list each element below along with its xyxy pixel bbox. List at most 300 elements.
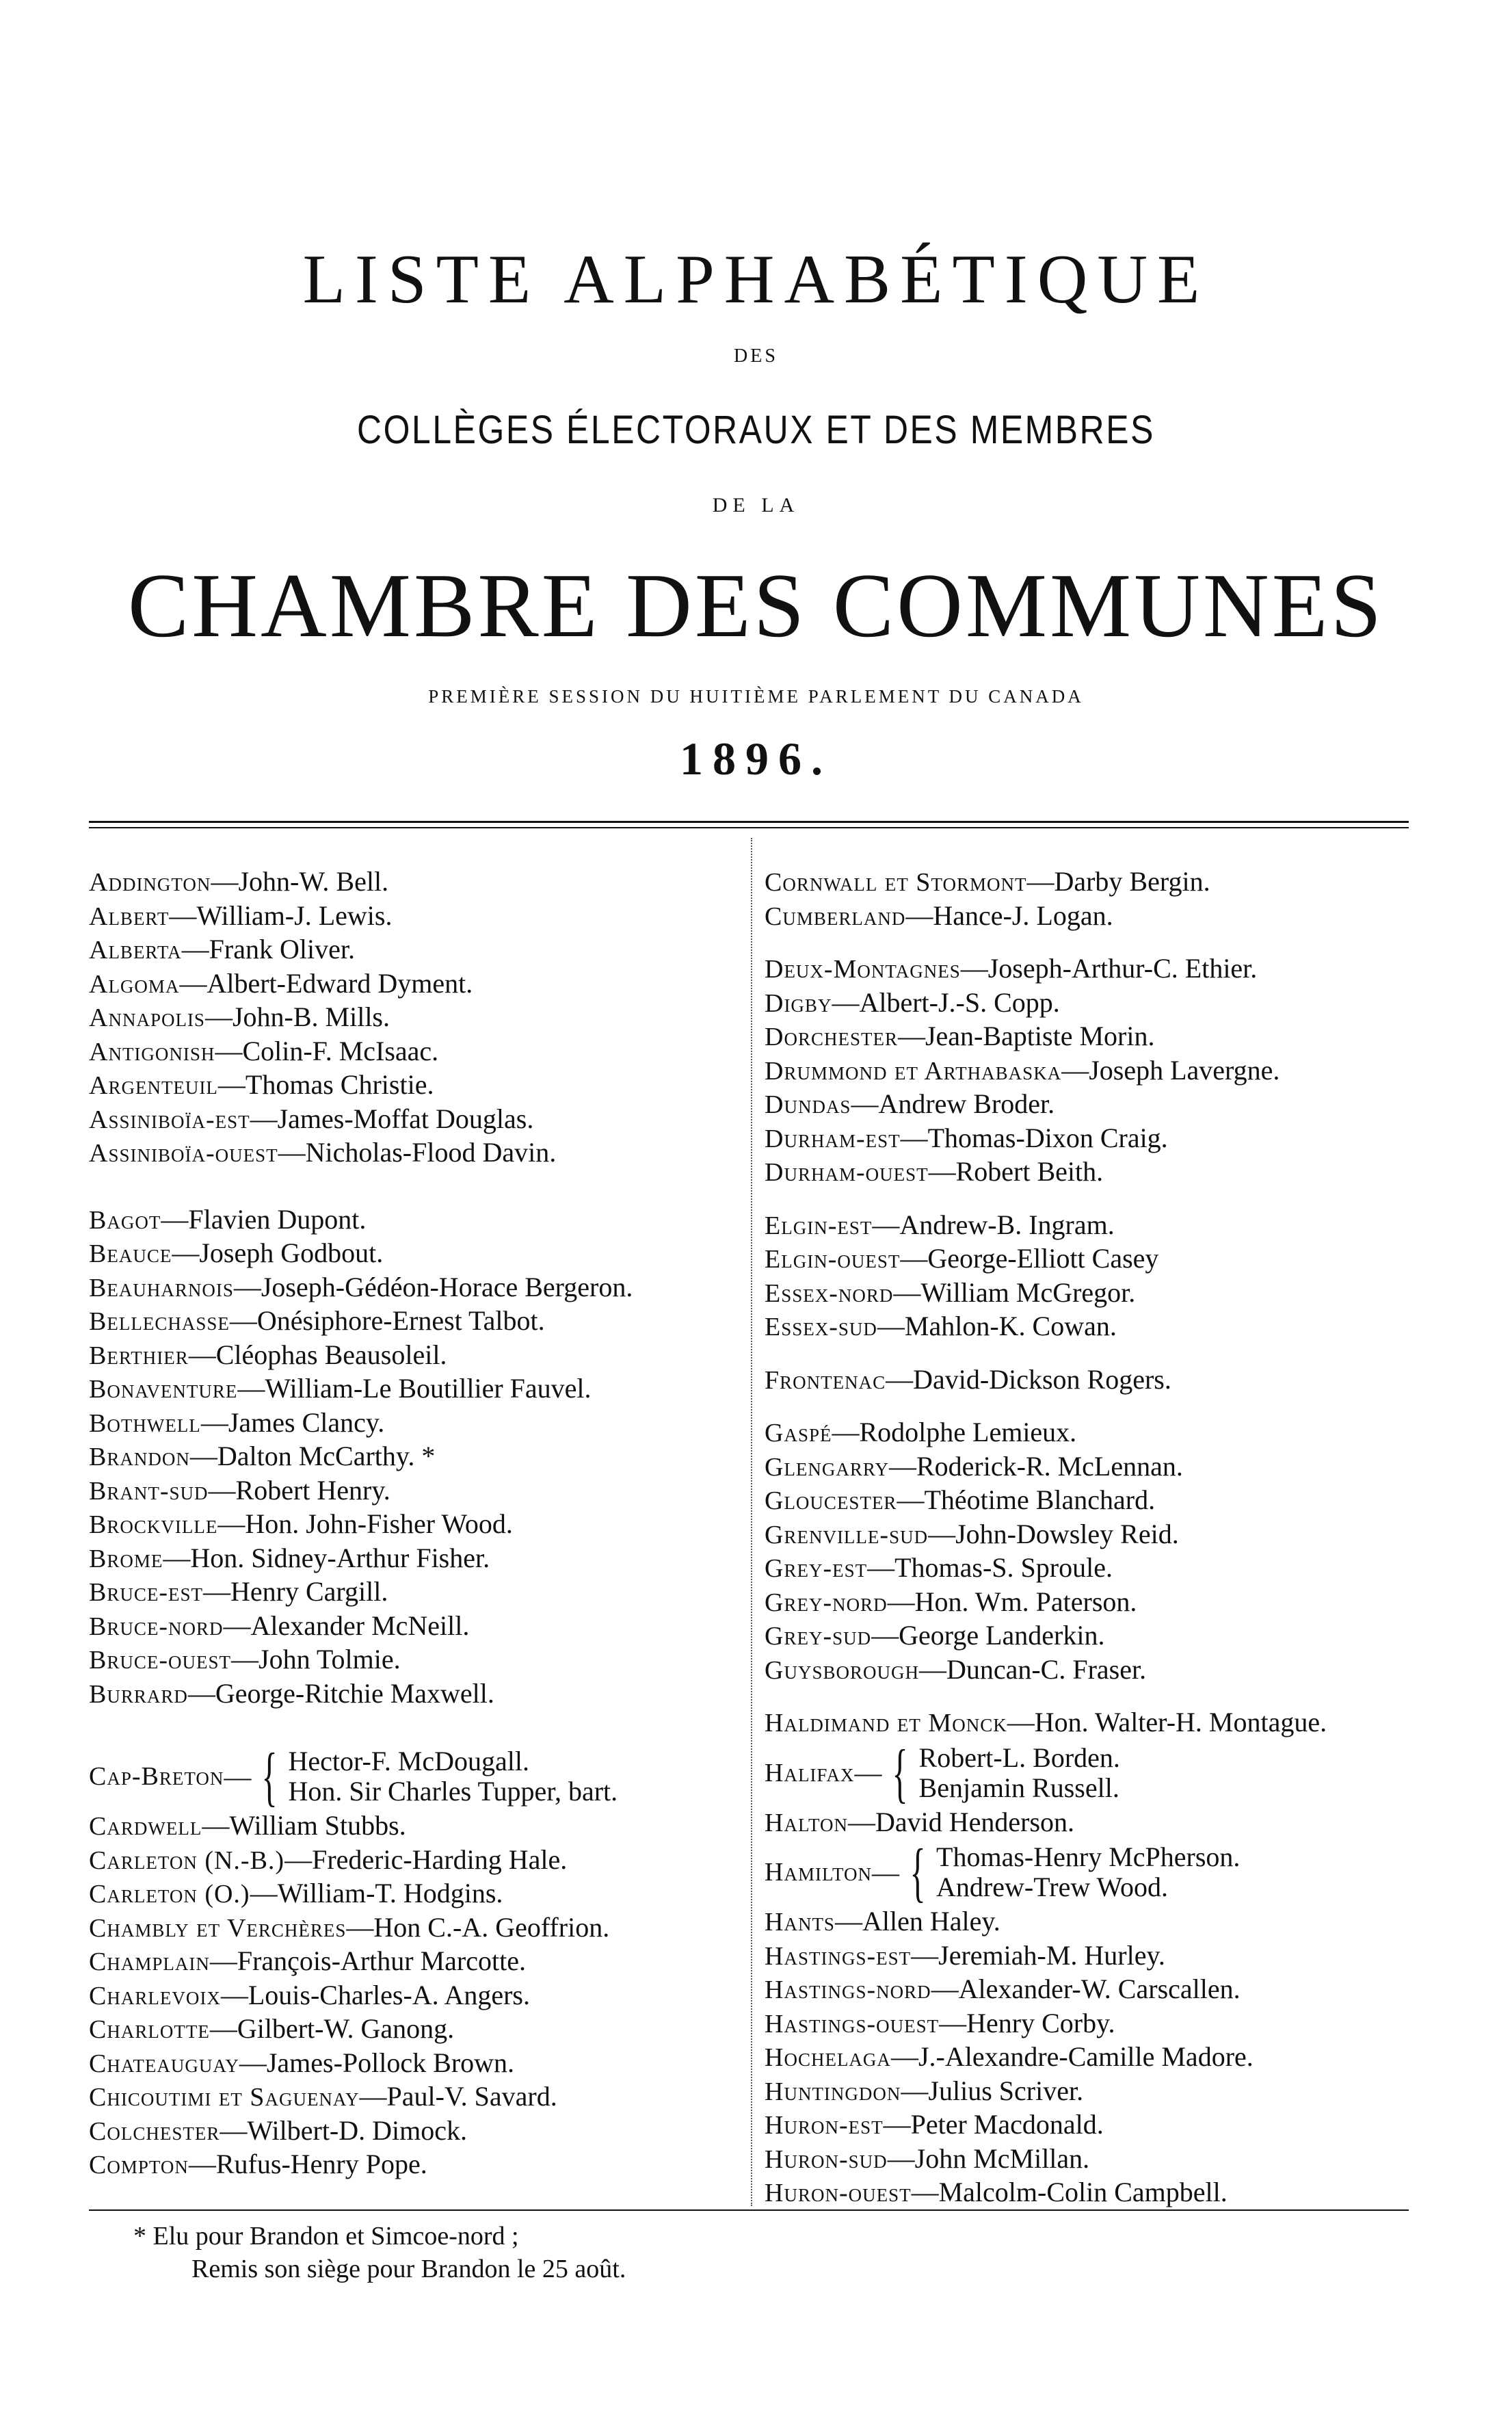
entry-separator: — bbox=[208, 1474, 236, 1506]
riding-name: Essex-nord bbox=[765, 1278, 894, 1308]
title-colleges-electoraux: COLLÈGES ÉLECTORAUX ET DES MEMBRES bbox=[357, 408, 1155, 452]
list-entry bbox=[89, 1575, 739, 1610]
riding-name: Champlain bbox=[89, 1947, 210, 1976]
entry-separator: — bbox=[1026, 866, 1055, 897]
member-name: J.-Alexandre-Camille Madore. bbox=[918, 2041, 1254, 2072]
member-name: John-W. Bell. bbox=[238, 866, 389, 897]
group-spacer bbox=[765, 1687, 1421, 1706]
entry-separator: — bbox=[346, 1911, 374, 1943]
list-entry bbox=[765, 1806, 1421, 1840]
member-name: Hon C.-A. Geoffrion. bbox=[373, 1911, 610, 1943]
list-entry bbox=[765, 1450, 1421, 1484]
list-entry bbox=[89, 1440, 739, 1474]
riding-name: Hastings-est bbox=[765, 1941, 912, 1971]
entry-separator: — bbox=[883, 2109, 911, 2140]
riding-name: Huron-sud bbox=[765, 2144, 888, 2174]
riding-name: Addington bbox=[89, 868, 211, 897]
entry-separator: — bbox=[223, 1610, 251, 1641]
member-name: Frederic-Harding Hale. bbox=[312, 1844, 568, 1875]
member-name: Joseph-Gédéon-Horace Bergeron. bbox=[261, 1271, 633, 1302]
list-entry bbox=[89, 1677, 739, 1711]
entry-separator: — bbox=[204, 1001, 233, 1032]
entry-separator: — bbox=[931, 1973, 959, 2004]
member-names bbox=[919, 1743, 1120, 1803]
member-name: David-Dickson Rogers. bbox=[913, 1363, 1171, 1395]
member-names bbox=[936, 1842, 1240, 1902]
member-name: Allen Haley. bbox=[862, 1906, 1000, 1937]
group-spacer bbox=[765, 933, 1421, 952]
riding-name: Grey-sud bbox=[765, 1622, 872, 1651]
member-name: William McGregor. bbox=[920, 1276, 1136, 1308]
entry-separator: — bbox=[233, 1271, 261, 1302]
riding-name: Cornwall et Stormont bbox=[765, 868, 1027, 897]
entry-separator: — bbox=[872, 1209, 900, 1240]
brace-symbol: { bbox=[892, 1735, 908, 1809]
riding-name: Annapolis bbox=[89, 1003, 205, 1032]
riding-name: Gloucester bbox=[765, 1486, 897, 1515]
member-name: James Clancy. bbox=[228, 1406, 385, 1438]
entry-separator: — bbox=[211, 866, 239, 897]
entry-separator: — bbox=[215, 1035, 243, 1066]
list-entry bbox=[89, 1339, 739, 1373]
riding-name: Assiniboïa-est bbox=[89, 1105, 250, 1134]
member-name: Joseph Lavergne. bbox=[1089, 1054, 1280, 1086]
entry-separator: — bbox=[911, 1939, 939, 1971]
entry-separator: — bbox=[918, 1653, 946, 1685]
list-entry bbox=[765, 1363, 1421, 1398]
member-name: John-B. Mills. bbox=[232, 1001, 390, 1032]
list-entry bbox=[765, 1619, 1421, 1653]
entry-separator: — bbox=[172, 1237, 200, 1268]
riding-name: Hants bbox=[765, 1908, 835, 1937]
entry-separator: — bbox=[900, 1122, 928, 1153]
riding-name: Grey-nord bbox=[765, 1588, 888, 1617]
member-name: Hon. John-Fisher Wood. bbox=[245, 1508, 513, 1539]
entry-separator: — bbox=[834, 1906, 862, 1937]
right-column bbox=[765, 865, 1421, 2210]
member-name: James-Moffat Douglas. bbox=[277, 1103, 534, 1134]
list-entry bbox=[89, 1372, 739, 1406]
entry-separator: — bbox=[871, 1857, 899, 1888]
entry-separator: — bbox=[239, 2047, 267, 2078]
list-entry bbox=[89, 967, 739, 1001]
member-name: Robert Henry. bbox=[235, 1474, 390, 1506]
entry-separator: — bbox=[189, 1441, 217, 1471]
riding-name: Chateauguay bbox=[89, 2049, 239, 2078]
list-entry bbox=[765, 2142, 1421, 2177]
list-entry bbox=[765, 986, 1421, 1021]
member-name: Jean-Baptiste Morin. bbox=[925, 1021, 1155, 1051]
brace-symbol: { bbox=[261, 1740, 278, 1813]
riding-name: Durham-ouest bbox=[765, 1158, 929, 1187]
riding-name: Huron-est bbox=[765, 2111, 884, 2140]
list-entry-multi-member bbox=[765, 1735, 1421, 1809]
riding-name: Glengarry bbox=[765, 1452, 889, 1482]
member-name: Andrew-B. Ingram. bbox=[899, 1209, 1115, 1240]
riding-name: Assiniboïa-ouest bbox=[89, 1139, 278, 1168]
list-entry bbox=[765, 1209, 1421, 1243]
member-name: Andrew-Trew Wood. bbox=[936, 1872, 1169, 1902]
member-name: David Henderson. bbox=[875, 1806, 1075, 1837]
member-name: George-Elliott Casey bbox=[927, 1243, 1159, 1274]
list-entry-multi-member bbox=[89, 1740, 739, 1813]
entry-separator: — bbox=[231, 1644, 259, 1675]
entry-separator: — bbox=[163, 1542, 191, 1573]
list-entry bbox=[765, 1518, 1421, 1552]
member-name: William Stubbs. bbox=[229, 1810, 406, 1841]
riding-name: Algoma bbox=[89, 969, 180, 999]
member-name: Louis-Charles-A. Angers. bbox=[248, 1979, 530, 2010]
member-name: Thomas-Dixon Craig. bbox=[927, 1122, 1168, 1153]
member-name: Thomas-S. Sproule. bbox=[894, 1552, 1113, 1583]
member-name: Gilbert-W. Ganong. bbox=[237, 2013, 455, 2044]
entry-separator: — bbox=[203, 1576, 231, 1607]
riding-name: Charlotte bbox=[89, 2015, 210, 2044]
list-entry bbox=[89, 1643, 739, 1677]
member-name: Albert-J.-S. Copp. bbox=[859, 986, 1060, 1018]
list-entry bbox=[89, 1103, 739, 1137]
list-entry bbox=[765, 865, 1421, 900]
list-entry bbox=[765, 1416, 1421, 1450]
riding-name: Grey-est bbox=[765, 1554, 868, 1583]
riding-name: Halifax bbox=[765, 1758, 855, 1787]
entry-separator: — bbox=[284, 1844, 313, 1875]
entry-separator: — bbox=[179, 967, 207, 999]
entry-separator: — bbox=[188, 2149, 216, 2179]
list-entry bbox=[765, 1973, 1421, 2007]
entry-separator: — bbox=[890, 2041, 918, 2072]
group-spacer bbox=[89, 1711, 739, 1744]
list-entry bbox=[765, 2007, 1421, 2041]
riding-name: Grenville-sud bbox=[765, 1520, 929, 1549]
entry-separator: — bbox=[887, 2142, 915, 2174]
member-name: Albert-Edward Dyment. bbox=[207, 967, 473, 999]
session-subtitle: PREMIÈRE SESSION DU HUITIÈME PARLEMENT DU CANADA bbox=[428, 686, 1084, 707]
member-name: Joseph Godbout. bbox=[199, 1237, 384, 1268]
list-entry bbox=[89, 2080, 739, 2114]
riding-name: Halton bbox=[765, 1808, 848, 1837]
list-entry bbox=[89, 1945, 739, 1979]
list-entry bbox=[89, 1304, 739, 1339]
entry-separator: — bbox=[229, 1305, 257, 1336]
title-chambre-des-communes: CHAMBRE DES COMMUNES bbox=[127, 555, 1385, 656]
member-name: Malcolm-Colin Campbell. bbox=[938, 2177, 1228, 2207]
member-name: Mahlon-K. Cowan. bbox=[904, 1311, 1117, 1341]
list-entry bbox=[89, 1406, 739, 1441]
riding-name: Haldimand et Monck bbox=[765, 1709, 1007, 1737]
entry-separator: — bbox=[220, 2114, 248, 2146]
list-entry bbox=[765, 2108, 1421, 2142]
entry-separator: — bbox=[900, 1243, 928, 1274]
entry-separator: — bbox=[202, 1810, 230, 1841]
list-entry bbox=[89, 1068, 739, 1103]
member-name: Wilbert-D. Dimock. bbox=[247, 2114, 467, 2146]
list-entry bbox=[89, 865, 739, 900]
riding-name: Huron-ouest bbox=[765, 2179, 912, 2207]
list-entry bbox=[89, 2012, 739, 2047]
member-name: Thomas Christie. bbox=[245, 1069, 434, 1100]
member-name: Thomas-Henry McPherson. bbox=[936, 1841, 1241, 1872]
riding-name: Carleton (N.-B.) bbox=[89, 1846, 285, 1875]
entry-separator: — bbox=[871, 1620, 899, 1651]
entry-separator: — bbox=[181, 934, 209, 965]
riding-name: Bruce-est bbox=[89, 1578, 204, 1607]
entry-separator: — bbox=[877, 1311, 905, 1341]
member-name: George Landerkin. bbox=[899, 1620, 1105, 1651]
riding-name: Albert bbox=[89, 902, 170, 931]
entry-separator: — bbox=[928, 1156, 956, 1187]
riding-name: Bagot bbox=[89, 1205, 161, 1235]
left-column bbox=[89, 865, 739, 2182]
list-entry-multi-member bbox=[765, 1835, 1421, 1908]
riding-name: Bellechasse bbox=[89, 1307, 230, 1336]
list-entry bbox=[89, 1610, 739, 1644]
entry-separator: — bbox=[161, 1203, 189, 1235]
entry-separator: — bbox=[886, 1363, 914, 1395]
entry-separator: — bbox=[893, 1276, 921, 1308]
riding-name: Digby bbox=[765, 988, 832, 1018]
member-name: Rodolphe Lemieux. bbox=[859, 1417, 1077, 1447]
member-name: Darby Bergin. bbox=[1054, 866, 1210, 897]
entry-separator: — bbox=[851, 1088, 879, 1119]
entry-separator: — bbox=[250, 1878, 278, 1908]
list-entry bbox=[89, 1001, 739, 1035]
member-name: John Tolmie. bbox=[258, 1644, 401, 1675]
list-entry bbox=[765, 1905, 1421, 1939]
list-entry bbox=[89, 1542, 739, 1576]
list-entry bbox=[765, 1484, 1421, 1518]
riding-name: Gaspé bbox=[765, 1419, 832, 1447]
connector-des: DES bbox=[734, 345, 778, 367]
header-rule-thick bbox=[89, 821, 1409, 823]
riding-name: Brome bbox=[89, 1544, 163, 1573]
entry-separator: — bbox=[897, 1484, 925, 1515]
riding-name: Bruce-ouest bbox=[89, 1646, 232, 1675]
list-entry bbox=[89, 1035, 739, 1069]
entry-separator: — bbox=[911, 2177, 939, 2207]
list-entry bbox=[89, 2114, 739, 2149]
list-entry bbox=[89, 1809, 739, 1844]
list-entry bbox=[89, 2148, 739, 2182]
member-name: Julius Scriver. bbox=[928, 2075, 1084, 2106]
list-entry bbox=[89, 1877, 739, 1911]
riding-name: Burrard bbox=[89, 1679, 188, 1709]
member-name: John-Dowsley Reid. bbox=[955, 1518, 1179, 1549]
riding-name: Drummond et Arthabaska bbox=[765, 1056, 1062, 1086]
member-name: Robert Beith. bbox=[955, 1156, 1104, 1187]
member-names bbox=[288, 1746, 618, 1807]
list-entry bbox=[765, 900, 1421, 934]
list-entry bbox=[89, 1911, 739, 1945]
entry-separator: — bbox=[250, 1103, 278, 1134]
title-liste-alphabetique: LISTE ALPHABÉTIQUE bbox=[302, 241, 1210, 318]
member-name: Roderick-R. McLennan. bbox=[916, 1450, 1183, 1482]
member-name: Robert-L. Borden. bbox=[918, 1742, 1120, 1773]
riding-name: Brandon bbox=[89, 1443, 190, 1471]
riding-name: Charlevoix bbox=[89, 1981, 221, 2010]
riding-name: Dorchester bbox=[765, 1023, 898, 1051]
entry-separator: — bbox=[854, 1757, 882, 1788]
entry-separator: — bbox=[359, 2081, 387, 2112]
riding-name: Frontenac bbox=[765, 1365, 886, 1395]
entry-separator: — bbox=[960, 953, 988, 984]
riding-name: Hastings-nord bbox=[765, 1976, 931, 2004]
list-entry bbox=[89, 1203, 739, 1237]
list-entry bbox=[765, 1551, 1421, 1586]
group-spacer bbox=[765, 1344, 1421, 1363]
riding-name: Brockville bbox=[89, 1510, 218, 1539]
riding-name: Cardwell bbox=[89, 1812, 202, 1841]
entry-separator: — bbox=[939, 2007, 967, 2038]
list-entry bbox=[89, 900, 739, 934]
entry-separator: — bbox=[905, 900, 933, 931]
entry-separator: — bbox=[897, 1021, 925, 1051]
group-spacer bbox=[765, 1190, 1421, 1209]
member-name: Peter Macdonald. bbox=[910, 2109, 1104, 2140]
riding-name: Elgin-ouest bbox=[765, 1245, 901, 1274]
list-entry bbox=[765, 1155, 1421, 1190]
entry-separator: — bbox=[887, 1586, 915, 1617]
riding-name: Bonaventure bbox=[89, 1375, 238, 1404]
riding-name: Bruce-nord bbox=[89, 1612, 224, 1641]
list-entry bbox=[89, 1474, 739, 1508]
entry-separator: — bbox=[237, 1373, 265, 1404]
list-entry bbox=[765, 1054, 1421, 1088]
member-name: Onésiphore-Ernest Talbot. bbox=[256, 1305, 545, 1336]
header-rule-thin bbox=[89, 827, 1409, 828]
group-spacer bbox=[765, 1397, 1421, 1416]
member-name: Nicholas-Flood Davin. bbox=[305, 1137, 557, 1168]
member-name: François-Arthur Marcotte. bbox=[237, 1945, 526, 1976]
footnote-line-1: * Elu pour Brandon et Simcoe-nord ; bbox=[133, 2222, 519, 2251]
footnote bbox=[133, 2220, 626, 2285]
member-name: Flavien Dupont. bbox=[188, 1203, 367, 1235]
footnote-line-2: Remis son siège pour Brandon le 25 août. bbox=[191, 2255, 626, 2283]
entry-separator: — bbox=[209, 1945, 237, 1976]
list-entry bbox=[89, 1271, 739, 1305]
year: 1896. bbox=[680, 733, 832, 785]
entry-separator: — bbox=[928, 1518, 956, 1549]
member-name: Rufus-Henry Pope. bbox=[215, 2149, 427, 2179]
list-entry bbox=[89, 1136, 739, 1170]
entry-separator: — bbox=[188, 1339, 216, 1370]
entry-separator: — bbox=[832, 1417, 860, 1447]
riding-name: Deux-Montagnes bbox=[765, 955, 961, 984]
riding-name: Chambly et Verchères bbox=[89, 1913, 347, 1943]
member-name: James-Pollock Brown. bbox=[266, 2047, 515, 2078]
member-name: William-Le Boutillier Fauvel. bbox=[265, 1373, 592, 1404]
member-name: Hance-J. Logan. bbox=[933, 900, 1113, 931]
entry-separator: — bbox=[278, 1137, 306, 1168]
member-name: John McMillan. bbox=[914, 2142, 1090, 2174]
member-name: Hon. Sir Charles Tupper, bart. bbox=[288, 1776, 618, 1807]
list-entry bbox=[89, 2047, 739, 2081]
member-name: Dalton McCarthy. * bbox=[217, 1441, 436, 1471]
list-entry bbox=[765, 2041, 1421, 2075]
entry-separator: — bbox=[901, 2075, 929, 2106]
member-name: William-T. Hodgins. bbox=[277, 1878, 503, 1908]
entry-separator: — bbox=[224, 1761, 252, 1792]
riding-name: Cap-Breton bbox=[89, 1762, 224, 1791]
riding-name: Colchester bbox=[89, 2116, 220, 2146]
riding-name: Cumberland bbox=[765, 902, 906, 931]
list-entry bbox=[89, 933, 739, 967]
entry-separator: — bbox=[209, 2013, 237, 2044]
list-entry bbox=[765, 1276, 1421, 1311]
entry-separator: — bbox=[832, 986, 860, 1018]
member-name: Benjamin Russell. bbox=[918, 1772, 1119, 1803]
connector-de-la: DE LA bbox=[712, 494, 800, 516]
riding-name: Dundas bbox=[765, 1090, 851, 1119]
entry-separator: — bbox=[217, 1069, 246, 1100]
riding-name: Chicoutimi et Saguenay bbox=[89, 2083, 360, 2112]
list-entry bbox=[765, 952, 1421, 986]
riding-name: Essex-sud bbox=[765, 1313, 877, 1341]
member-name: Hon. Wm. Paterson. bbox=[914, 1586, 1137, 1617]
list-entry bbox=[765, 1586, 1421, 1620]
riding-name: Huntingdon bbox=[765, 2077, 901, 2106]
entry-separator: — bbox=[169, 900, 197, 931]
list-entry bbox=[765, 1088, 1421, 1122]
member-name: Colin-F. McIsaac. bbox=[242, 1035, 439, 1066]
member-name: Henry Cargill. bbox=[230, 1576, 388, 1607]
list-entry bbox=[765, 1939, 1421, 1973]
entry-separator: — bbox=[867, 1552, 895, 1583]
list-entry bbox=[89, 1844, 739, 1878]
riding-name: Bothwell bbox=[89, 1408, 201, 1438]
riding-name: Hochelaga bbox=[765, 2043, 891, 2072]
entry-separator: — bbox=[187, 1677, 215, 1709]
member-name: Henry Corby. bbox=[966, 2007, 1115, 2038]
riding-name: Argenteuil bbox=[89, 1071, 218, 1100]
member-name: Hon. Walter-H. Montague. bbox=[1034, 1707, 1327, 1737]
riding-name: Berthier bbox=[89, 1341, 189, 1370]
riding-name: Beauce bbox=[89, 1239, 172, 1268]
list-entry bbox=[765, 2075, 1421, 2109]
list-entry bbox=[765, 1310, 1421, 1344]
column-separator bbox=[751, 838, 752, 2206]
member-name: Alexander McNeill. bbox=[250, 1610, 470, 1641]
entry-separator: — bbox=[1007, 1707, 1035, 1737]
list-entry bbox=[765, 1020, 1421, 1054]
riding-name: Hastings-ouest bbox=[765, 2009, 940, 2038]
member-name: Jeremiah-M. Hurley. bbox=[938, 1939, 1165, 1971]
member-name: Cléophas Beausoleil. bbox=[215, 1339, 447, 1370]
list-entry bbox=[89, 1979, 739, 2013]
entry-separator: — bbox=[217, 1508, 246, 1539]
list-entry bbox=[765, 2176, 1421, 2210]
list-entry bbox=[89, 1237, 739, 1271]
riding-name: Elgin-est bbox=[765, 1211, 873, 1240]
entry-separator: — bbox=[220, 1979, 248, 2010]
member-name: Duncan-C. Fraser. bbox=[946, 1653, 1147, 1685]
member-name: Hon. Sidney-Arthur Fisher. bbox=[190, 1542, 490, 1573]
entry-separator: — bbox=[200, 1406, 228, 1438]
riding-name: Alberta bbox=[89, 936, 182, 965]
riding-name: Beauharnois bbox=[89, 1273, 234, 1302]
member-name: Hector-F. McDougall. bbox=[288, 1746, 530, 1776]
riding-name: Carleton (O.) bbox=[89, 1880, 250, 1908]
riding-name: Antigonish bbox=[89, 1037, 215, 1066]
entry-separator: — bbox=[847, 1806, 875, 1837]
member-name: George-Ritchie Maxwell. bbox=[215, 1677, 494, 1709]
member-name: Alexander-W. Carscallen. bbox=[958, 1973, 1241, 2004]
riding-name: Compton bbox=[89, 2151, 189, 2179]
list-entry bbox=[765, 1122, 1421, 1156]
entry-separator: — bbox=[1061, 1054, 1089, 1086]
entry-separator: — bbox=[888, 1450, 916, 1482]
riding-name: Hamilton bbox=[765, 1858, 872, 1887]
